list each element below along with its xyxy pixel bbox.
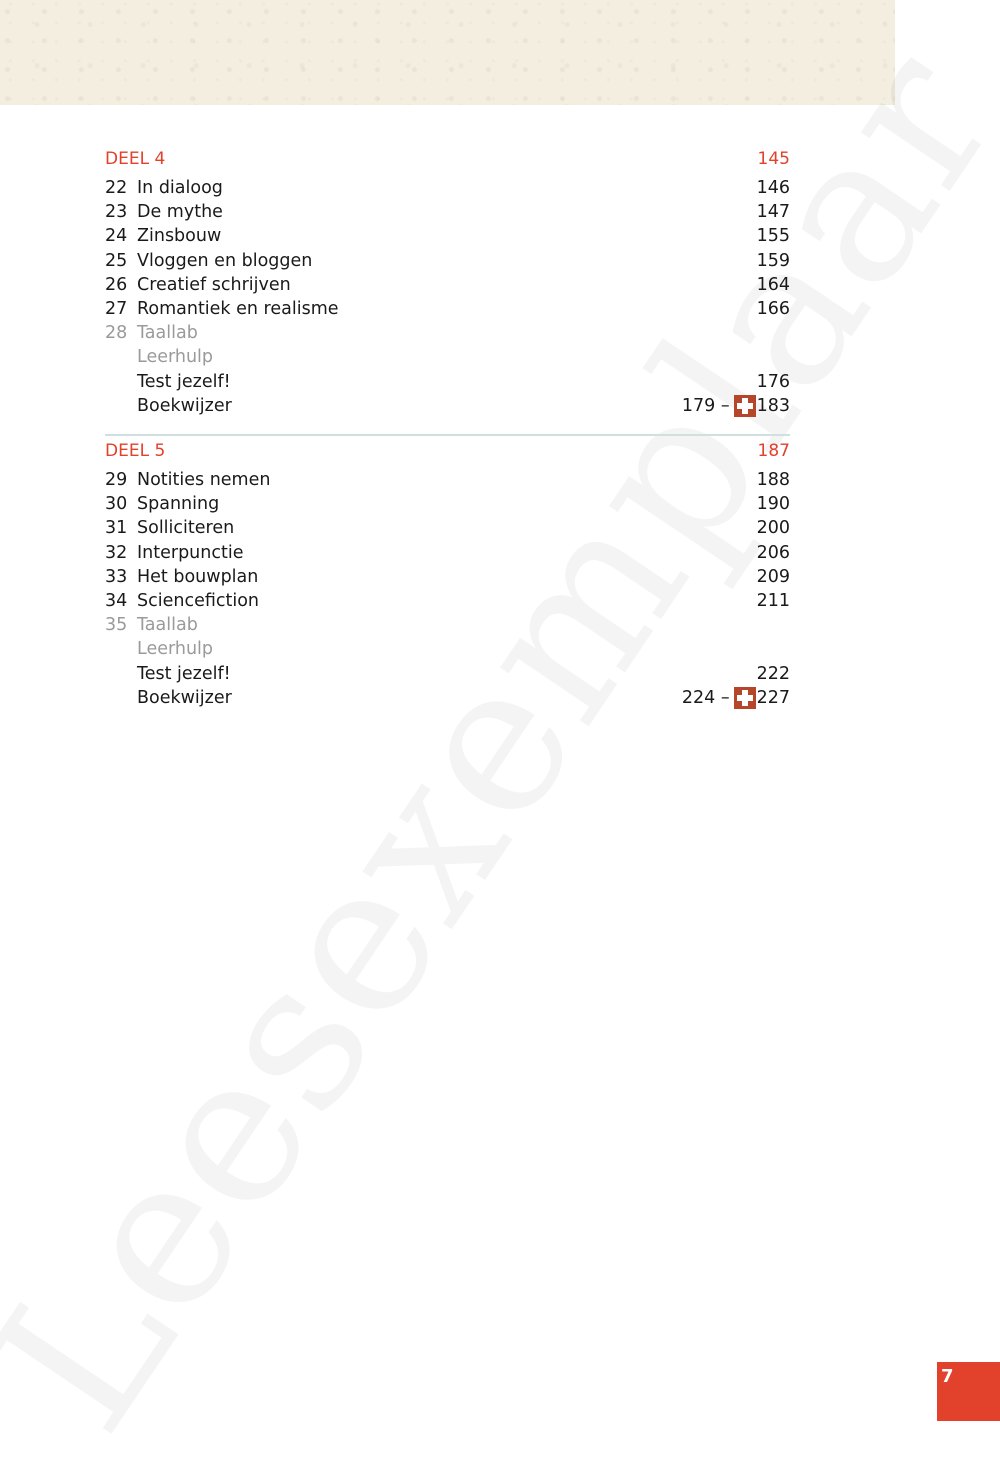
toc-row-muted (105, 345, 790, 369)
toc-row[interactable] (105, 468, 790, 492)
chapter-title: Zinsbouw (137, 226, 222, 247)
chapter-page: 209 (756, 566, 790, 587)
toc-row[interactable] (105, 565, 790, 589)
chapter-number: 30 (105, 494, 128, 515)
page-range (682, 687, 790, 709)
range-end: 227 (756, 687, 790, 708)
chapter-number: 32 (105, 542, 128, 563)
plus-icon (734, 687, 756, 709)
chapter-page: 206 (756, 542, 790, 563)
deel-page: 145 (757, 149, 790, 169)
chapter-title: Taallab (137, 323, 198, 344)
chapter-page: 211 (756, 591, 790, 612)
chapter-title: Het bouwplan (137, 566, 259, 587)
chapter-title: Solliciteren (137, 518, 235, 539)
chapter-number: 27 (105, 299, 128, 320)
chapter-page: 190 (756, 494, 790, 515)
header-texture-band (0, 0, 895, 105)
chapter-page: 222 (756, 663, 790, 684)
page-number-tab (937, 1362, 1000, 1421)
toc-row[interactable] (105, 516, 790, 540)
toc-row[interactable] (105, 224, 790, 248)
toc-row[interactable] (105, 370, 790, 394)
chapter-number: 26 (105, 274, 128, 295)
chapter-title: Interpunctie (137, 542, 244, 563)
section-divider (105, 434, 790, 436)
chapter-title: Test jezelf! (137, 663, 231, 684)
plus-icon (734, 395, 756, 417)
toc-row-boekwijzer[interactable] (105, 394, 790, 418)
range-end: 183 (756, 395, 790, 416)
chapter-title: Boekwijzer (137, 687, 232, 708)
deel-label: DEEL 5 (105, 441, 166, 461)
chapter-number: 35 (105, 615, 128, 636)
chapter-title: Vloggen en bloggen (137, 250, 313, 271)
toc-row[interactable] (105, 273, 790, 297)
chapter-number: 34 (105, 591, 128, 612)
page-range (682, 395, 790, 417)
chapter-number: 23 (105, 202, 128, 223)
toc-row-muted (105, 321, 790, 345)
chapter-title: Sciencefiction (137, 591, 260, 612)
chapter-title: De mythe (137, 202, 223, 223)
chapter-title: Test jezelf! (137, 371, 231, 392)
chapter-page: 147 (756, 202, 790, 223)
chapter-page: 188 (756, 470, 790, 491)
deel-label: DEEL 4 (105, 149, 166, 169)
toc-row[interactable] (105, 297, 790, 321)
chapter-title: Creatief schrijven (137, 274, 291, 295)
chapter-page: 146 (756, 178, 790, 199)
toc-row-boekwijzer[interactable] (105, 686, 790, 710)
deel-heading[interactable] (105, 438, 790, 464)
chapter-number: 33 (105, 566, 128, 587)
chapter-number: 22 (105, 178, 128, 199)
chapter-number: 31 (105, 518, 128, 539)
range-start: 224 (681, 687, 716, 708)
toc-row[interactable] (105, 662, 790, 686)
toc-section-deel-4 (105, 146, 790, 418)
deel-page: 187 (757, 441, 790, 461)
toc-row[interactable] (105, 200, 790, 224)
toc-row-muted (105, 613, 790, 637)
page-number: 7 (941, 1366, 954, 1387)
chapter-page: 155 (756, 226, 790, 247)
toc-row[interactable] (105, 249, 790, 273)
chapter-page: 200 (756, 518, 790, 539)
range-start: 179 (681, 395, 716, 416)
chapter-number: 25 (105, 250, 128, 271)
toc-section-deel-5 (105, 438, 790, 710)
toc-row-muted (105, 637, 790, 661)
chapter-title: Leerhulp (137, 347, 214, 368)
range-dash: – (720, 687, 730, 708)
chapter-number: 28 (105, 323, 128, 344)
chapter-title: Taallab (137, 615, 198, 636)
chapter-title: Spanning (137, 494, 220, 515)
chapter-title: In dialoog (137, 178, 223, 199)
chapter-page: 176 (756, 371, 790, 392)
chapter-title: Leerhulp (137, 639, 214, 660)
chapter-title: Romantiek en realisme (137, 299, 339, 320)
chapter-page: 164 (756, 274, 790, 295)
toc-row[interactable] (105, 176, 790, 200)
toc-row[interactable] (105, 589, 790, 613)
chapter-page: 159 (756, 250, 790, 271)
range-dash: – (720, 395, 730, 416)
chapter-title: Notities nemen (137, 470, 271, 491)
chapter-title: Boekwijzer (137, 395, 232, 416)
toc-row[interactable] (105, 492, 790, 516)
chapter-page: 166 (756, 299, 790, 320)
chapter-number: 29 (105, 470, 128, 491)
deel-heading[interactable] (105, 146, 790, 172)
chapter-number: 24 (105, 226, 128, 247)
toc-row[interactable] (105, 541, 790, 565)
